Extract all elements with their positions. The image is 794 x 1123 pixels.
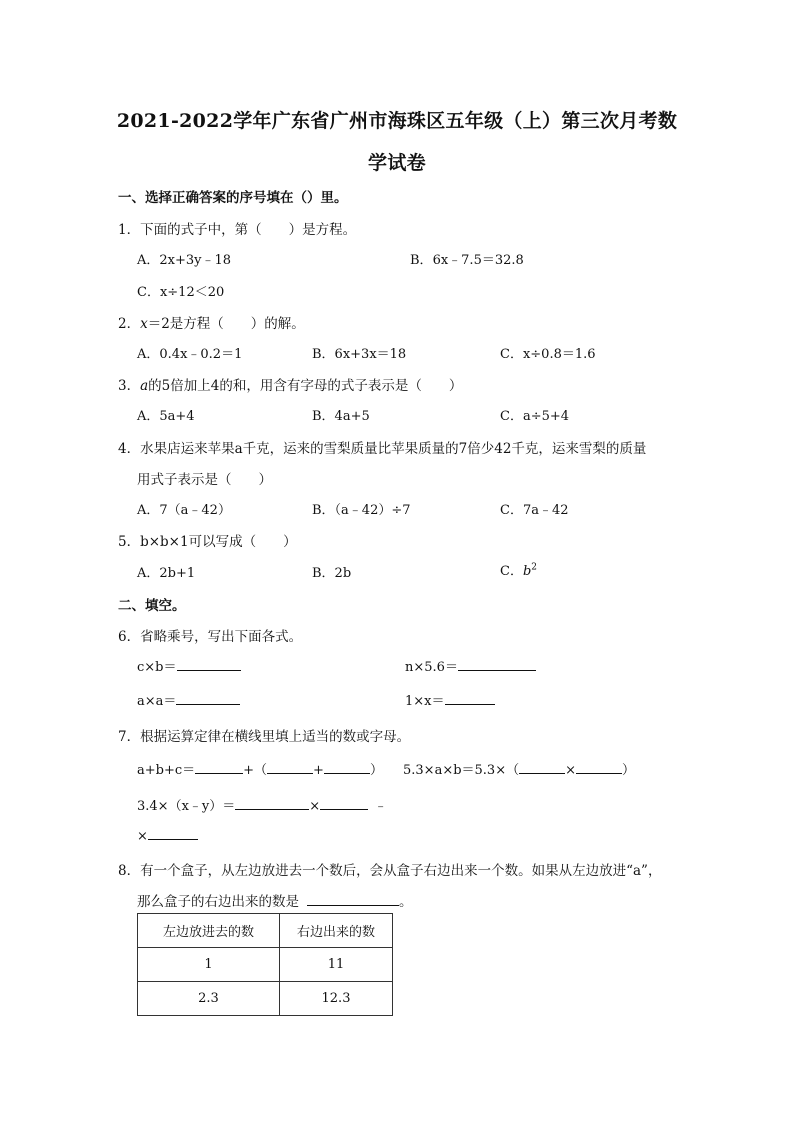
option-c-base: b xyxy=(522,564,532,579)
question-7-line-1 xyxy=(137,759,383,778)
option-c-label: C． xyxy=(137,285,160,300)
option-c-exponent: 2 xyxy=(531,562,538,573)
option-a-expr: 2x+3y﹣18 xyxy=(159,253,232,268)
table-row xyxy=(138,982,393,1016)
table-header-right: 右边出来的数 xyxy=(280,914,393,948)
expr-text: 。 xyxy=(399,894,413,910)
answer-blank[interactable] xyxy=(235,795,309,810)
question-1-option-c xyxy=(137,281,224,300)
answer-blank[interactable] xyxy=(458,656,536,671)
answer-blank[interactable] xyxy=(195,759,243,774)
answer-blank[interactable] xyxy=(445,690,495,705)
question-7-line-3 xyxy=(137,825,198,844)
question-3-text: 的5倍加上4的和，用含有字母的式子表示是（ ） xyxy=(148,378,463,394)
page-title-line2: 学试卷 xyxy=(368,152,426,174)
question-6-stem: 6．省略乘号，写出下面各式。 xyxy=(118,629,303,645)
answer-blank[interactable] xyxy=(307,891,399,906)
table-header-left: 左边放进去的数 xyxy=(138,914,280,948)
question-5-option-a: A．2b+1 xyxy=(137,566,196,581)
answer-blank[interactable] xyxy=(324,759,370,774)
question-5-option-b: B．2b xyxy=(312,566,352,581)
question-6-expr-1 xyxy=(137,656,241,675)
question-3-number: 3． xyxy=(118,378,141,394)
table-cell: 2.3 xyxy=(138,982,280,1016)
question-4-option-c: C．7a﹣42 xyxy=(500,503,569,518)
expr-text: a×a＝ xyxy=(137,694,177,709)
question-5-stem: 5．b×b×1可以写成（ ） xyxy=(118,534,297,550)
question-2-option-a: A．0.4x﹣0.2＝1 xyxy=(137,347,243,362)
table-header-row xyxy=(138,914,393,948)
section-heading-choice: 一、选择正确答案的序号填在（）里。 xyxy=(118,190,348,206)
answer-blank[interactable] xyxy=(320,795,368,810)
option-b-label: B． xyxy=(410,253,433,268)
question-7-line-2 xyxy=(137,795,387,814)
option-c-label: C． xyxy=(500,564,523,579)
question-6-expr-4 xyxy=(405,690,495,709)
question-4-stem-line1: 4．水果店运来苹果a千克，运来的雪梨质量比苹果质量的7倍少42千克，运来雪梨的质量 xyxy=(118,441,647,457)
question-8-stem-line1: 8．有一个盒子，从左边放进去一个数后，会从盒子右边出来一个数。如果从左边放进“a”， xyxy=(118,863,662,879)
expr-text: 5.3×a×b＝5.3×（ xyxy=(403,763,520,778)
expr-text: +（ xyxy=(243,763,268,778)
question-3-stem xyxy=(118,374,462,394)
question-1-option-b xyxy=(410,249,524,268)
question-8-table xyxy=(137,913,393,1016)
expr-text: + xyxy=(313,763,324,778)
expr-text: 那么盒子的右边出来的数是 xyxy=(137,894,299,910)
option-c-expr: x÷12＜20 xyxy=(159,285,225,300)
expr-text: n×5.6＝ xyxy=(405,660,458,675)
question-4-option-b: B．（a﹣42）÷7 xyxy=(312,503,411,518)
question-6-expr-2 xyxy=(405,656,536,675)
question-7-line-1-right xyxy=(403,759,635,778)
table-row xyxy=(138,948,393,982)
expr-text: ） xyxy=(622,763,636,778)
table-cell: 11 xyxy=(280,948,393,982)
question-2-option-b: B．6x+3x＝18 xyxy=(312,347,407,362)
table-cell: 1 xyxy=(138,948,280,982)
expr-text: c×b＝ xyxy=(137,660,177,675)
section-heading-fill: 二、填空。 xyxy=(118,598,186,614)
question-2-variable: x xyxy=(140,316,148,332)
option-b-expr: 6x﹣7.5＝32.8 xyxy=(432,253,524,268)
question-6-expr-3 xyxy=(137,690,240,709)
question-3-option-a: A．5a+4 xyxy=(137,409,195,424)
question-2-number: 2． xyxy=(118,316,141,332)
answer-blank[interactable] xyxy=(576,759,622,774)
question-2-stem xyxy=(118,312,305,332)
option-a-label: A． xyxy=(137,253,160,268)
question-3-option-c: C．a÷5+4 xyxy=(500,409,570,424)
answer-blank[interactable] xyxy=(267,759,313,774)
expr-text: 3.4×（x﹣y）＝ xyxy=(137,799,236,814)
question-4-stem-line2: 用式子表示是（ ） xyxy=(137,472,272,488)
expr-text: 1×x＝ xyxy=(405,694,445,709)
question-3-variable: a xyxy=(140,378,149,394)
question-5-option-c xyxy=(500,560,537,579)
expr-text: × xyxy=(565,763,577,778)
page-title-line1: 2021-2022学年广东省广州市海珠区五年级（上）第三次月考数 xyxy=(116,110,678,132)
answer-blank[interactable] xyxy=(519,759,565,774)
question-8-stem-line2 xyxy=(137,890,413,910)
expr-text: × xyxy=(309,799,321,814)
answer-blank[interactable] xyxy=(176,690,240,705)
question-2-text: ＝2是方程（ ）的解。 xyxy=(147,316,305,332)
question-1-option-a xyxy=(137,249,231,268)
table-cell: 12.3 xyxy=(280,982,393,1016)
expr-text: ﹣ xyxy=(374,799,388,814)
answer-blank[interactable] xyxy=(148,825,198,840)
expr-text: a+b+c＝ xyxy=(137,763,196,778)
question-3-option-b: B．4a+5 xyxy=(312,409,370,424)
answer-blank[interactable] xyxy=(177,656,241,671)
expr-text: ） xyxy=(369,763,383,778)
question-4-option-a: A．7（a﹣42） xyxy=(137,503,231,518)
expr-text: × xyxy=(137,829,148,844)
question-2-option-c: C．x÷0.8＝1.6 xyxy=(500,347,596,362)
question-7-stem: 7．根据运算定律在横线里填上适当的数或字母。 xyxy=(118,729,411,745)
question-1-stem: 1．下面的式子中，第（ ）是方程。 xyxy=(118,222,357,238)
